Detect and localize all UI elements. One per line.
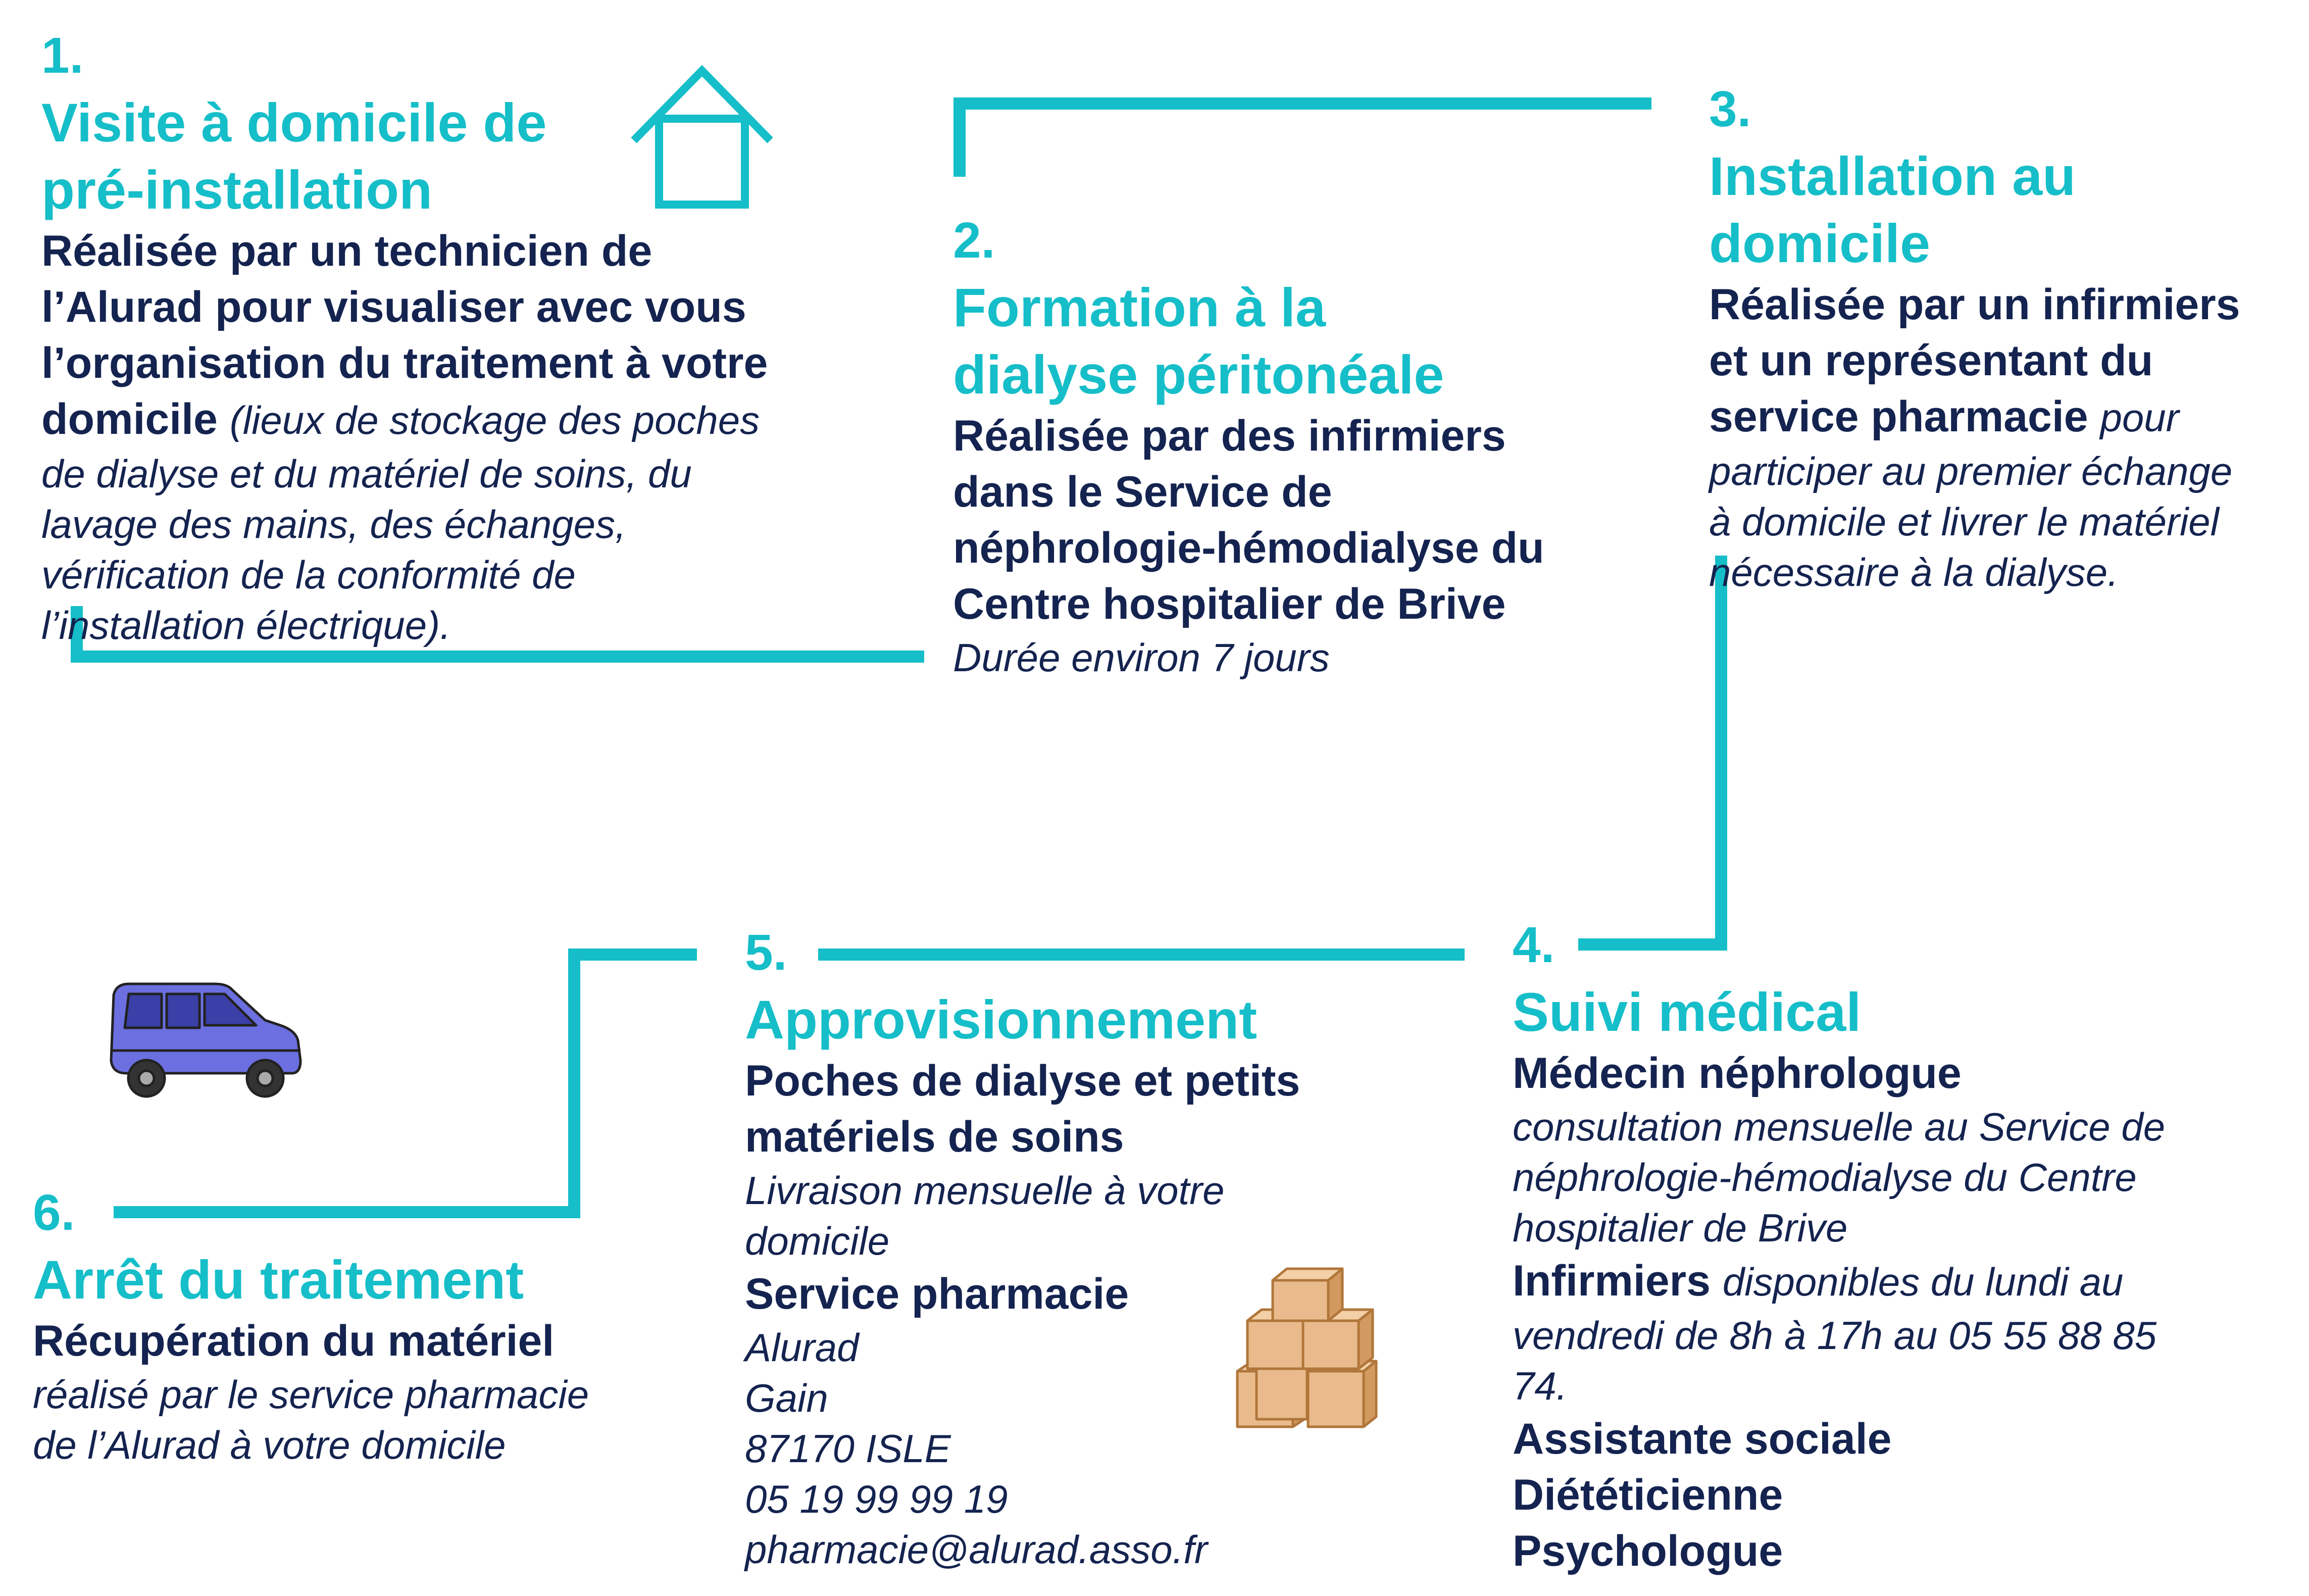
step-2-title-line: dialyse péritonéale — [953, 344, 1444, 405]
step-5-desc-line: Poches de dialyse et petits — [745, 1057, 1300, 1105]
step-6-number: 6. — [33, 1184, 75, 1241]
step-3-note-line: à domicile et livrer le matériel — [1709, 500, 2220, 544]
step-2-duration: Durée environ 7 jours — [953, 635, 1330, 680]
step-5 — [745, 919, 1452, 1575]
step-1-note-line: vérification de la conformité de — [41, 553, 576, 597]
step-5-address-line: 87170 ISLE — [745, 1426, 951, 1471]
step-2-desc-line: dans le Service de — [953, 468, 1332, 516]
step-2-desc-line: néphrologie-hémodialyse du — [953, 524, 1544, 572]
step-5-address-line: Gain — [745, 1376, 828, 1420]
step-3-number: 3. — [1709, 81, 1751, 137]
step-4-doctor: Médecin néphrologue — [1513, 1049, 1962, 1098]
step-4-title: Suivi médical — [1513, 981, 1862, 1042]
step-4-number: 4. — [1513, 917, 1555, 973]
step-1-italic-inline: (lieux de stockage des poches — [229, 398, 760, 442]
step-6-note-line: de l’Alurad à votre domicile — [33, 1423, 506, 1467]
step-3-note-line: participer au premier échange — [1709, 449, 2233, 493]
step-2-title-line: Formation à la — [953, 277, 1326, 338]
step-5-number: 5. — [745, 924, 787, 981]
step-2-desc-line: Centre hospitalier de Brive — [953, 580, 1506, 628]
step-1-note-line: de dialyse et du matériel de soins, du — [41, 452, 692, 496]
step-3-desc-line: Réalisée par un infirmiers — [1709, 280, 2240, 329]
step-5-title: Approvisionnement — [745, 989, 1258, 1050]
step-5-email: pharmacie@alurad.asso.fr — [745, 1527, 1208, 1572]
step-1-desc-line: Réalisée par un technicien de — [41, 227, 652, 275]
step-1-bold-last: domicile — [41, 395, 218, 443]
step-3-note-line: nécessaire à la dialyse. — [1709, 550, 2119, 594]
step-5-pharmacy: Service pharmacie — [745, 1270, 1129, 1318]
step-5-desc-line: matériels de soins — [745, 1113, 1124, 1161]
step-2-desc-line: Réalisée par des infirmiers — [953, 412, 1506, 460]
step-1-number: 1. — [41, 27, 84, 84]
step-1-title-line: pré-installation — [41, 159, 433, 220]
step-1-note-line: l’installation électrique). — [41, 603, 451, 647]
step-4-note-line: consultation mensuelle au Service de — [1513, 1105, 2166, 1149]
step-4-note-line: hospitalier de Brive — [1513, 1206, 1848, 1250]
step-5-phone: 05 19 99 99 19 — [745, 1477, 1008, 1521]
step-3-bold-last: service pharmacie — [1709, 392, 2088, 441]
step-4-staff-line: Diététicienne — [1513, 1471, 1783, 1519]
step-6 — [33, 1179, 689, 1470]
step-4-nurses-inline: disponibles du lundi au — [1722, 1260, 2124, 1304]
step-1-note-line: lavage des mains, des échanges, — [41, 502, 626, 546]
step-6-desc-line: Récupération du matériel — [33, 1317, 555, 1365]
step-6-title: Arrêt du traitement — [33, 1249, 524, 1310]
step-5-note-line: Livraison mensuelle à votre — [745, 1168, 1225, 1213]
step-1-desc-line: l’organisation du traitement à votre — [41, 339, 768, 387]
step-2-number: 2. — [953, 212, 995, 269]
step-3 — [1709, 76, 2300, 597]
step-4-note-line: vendredi de 8h à 17h au 05 55 88 85 — [1513, 1313, 2157, 1358]
step-5-note-line: domicile — [745, 1219, 890, 1263]
step-4-note-line: 74. — [1513, 1364, 1568, 1408]
van-icon — [98, 975, 311, 1116]
step-4-staff-line: Assistante sociale — [1513, 1415, 1892, 1463]
step-3-italic-inline: pour — [2100, 395, 2179, 440]
step-1-desc-line: l’Alurad pour visualiser avec vous — [41, 283, 746, 331]
step-4 — [1513, 912, 2270, 1579]
step-6-note-line: réalisé par le service pharmacie — [33, 1372, 589, 1417]
step-4-nurses: Infirmiers — [1513, 1257, 1711, 1305]
step-4-note-line: néphrologie-hémodialyse du Centre — [1513, 1155, 2137, 1200]
step-3-title-line: Installation au — [1709, 145, 2076, 207]
step-3-desc-line-mixed — [1709, 389, 2300, 446]
step-1-desc-line-mixed — [41, 391, 870, 448]
step-5-address-line: Alurad — [745, 1325, 859, 1370]
step-4-staff-line: Psychologue — [1513, 1527, 1783, 1575]
step-3-title-line: domicile — [1709, 213, 1931, 274]
step-3-desc-line: et un représentant du — [1709, 336, 2153, 385]
connector-2-3 — [960, 104, 1651, 177]
step-2 — [953, 207, 1660, 683]
step-4-nurses-line — [1513, 1253, 2270, 1310]
step-1-title-line: Visite à domicile de — [41, 92, 547, 153]
step-1 — [41, 22, 870, 651]
